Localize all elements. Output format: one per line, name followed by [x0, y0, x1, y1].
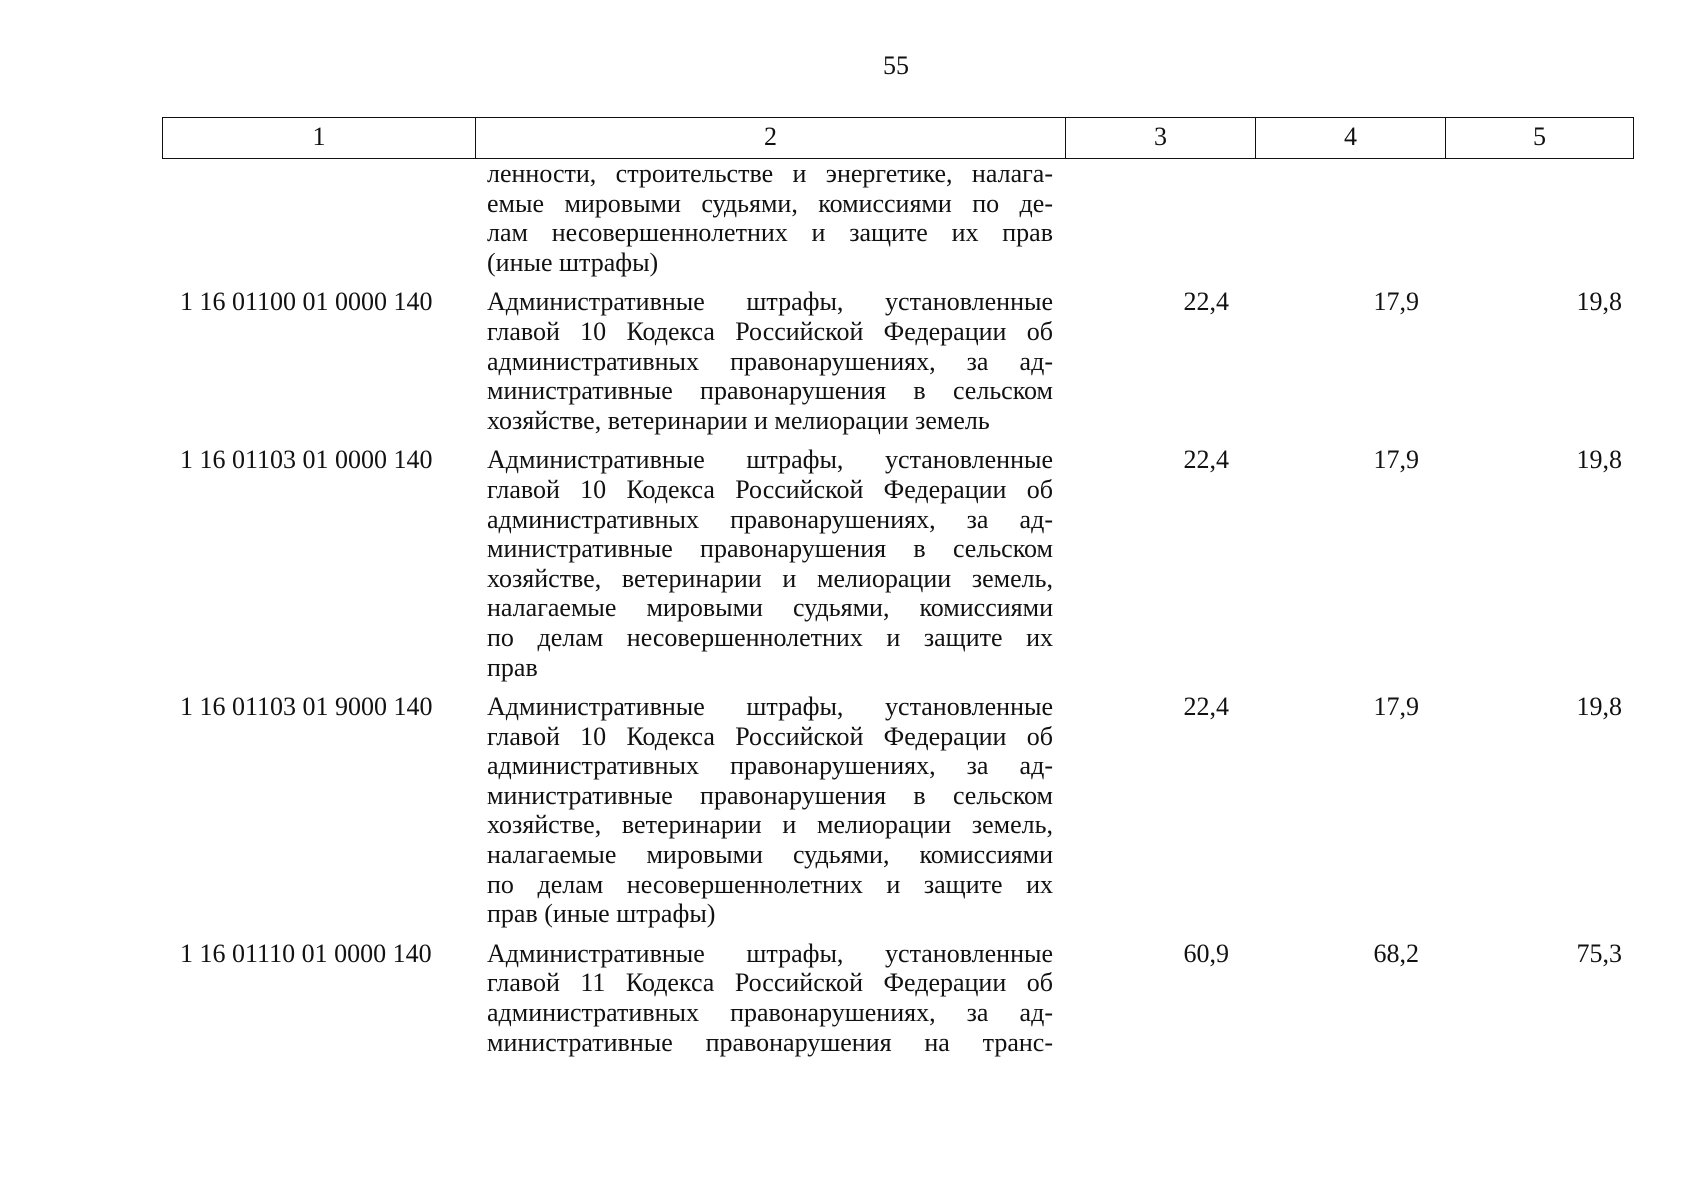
row-description: [475, 939, 1065, 1057]
row-value-col3: 22,4: [1183, 445, 1229, 475]
row-code: 1 16 01110 01 0000 140: [180, 938, 432, 968]
description-line: административных правонарушениях, за ад-: [487, 998, 1053, 1028]
table-row: [162, 287, 1634, 435]
description-line: министративные правонарушения в сельском: [487, 534, 1053, 564]
row-description: [475, 159, 1065, 277]
header-col-3: 3: [1066, 118, 1256, 158]
row-code: [162, 159, 475, 277]
row-value-col4: 68,2: [1373, 938, 1419, 968]
row-code: 1 16 01100 01 0000 140: [180, 287, 433, 317]
description-line: прав (иные штрафы): [487, 899, 716, 929]
table-row: [162, 939, 1634, 1057]
description-line: по делам несовершеннолетних и защите их: [487, 622, 1053, 652]
row-value-col4: 17,9: [1373, 445, 1419, 475]
table-header: [162, 117, 1634, 159]
row-code: 1 16 01103 01 0000 140: [180, 445, 433, 475]
row-value-col3: 60,9: [1183, 938, 1229, 968]
description-line: хозяйстве, ветеринарии и мелиорации земель,: [487, 810, 1053, 840]
description-line: министративные правонарушения в сельском: [487, 780, 1053, 810]
page-number: 55: [883, 51, 909, 80]
description-line: лам несовершеннолетних и защите их прав: [487, 218, 1053, 248]
header-col-5: 5: [1533, 122, 1546, 151]
description-line: хозяйстве, ветеринарии и мелиорации земель,: [487, 563, 1053, 593]
row-value-col5: [1445, 159, 1634, 277]
row-value-col4: 17,9: [1373, 287, 1419, 317]
header-col-1: 1: [163, 118, 476, 158]
description-line: министративные правонарушения на транс-: [487, 1027, 1053, 1057]
description-line: министративные правонарушения в сельском: [487, 376, 1053, 406]
row-value-col4: [1255, 159, 1445, 277]
header-col-2: 2: [476, 118, 1066, 158]
table-row: [162, 692, 1634, 929]
row-description: [475, 445, 1065, 682]
row-code: 1 16 01103 01 9000 140: [180, 692, 433, 722]
description-line: Административные штрафы, установленные: [487, 692, 1053, 722]
description-line: главой 10 Кодекса Российской Федерации об: [487, 474, 1053, 504]
description-line: (иные штрафы): [487, 247, 659, 277]
description-line: Административные штрафы, установленные: [487, 445, 1053, 475]
table-row: [162, 445, 1634, 682]
header-col-4: 4: [1256, 118, 1446, 158]
description-line: прав: [487, 652, 538, 682]
row-value-col5: 75,3: [1576, 938, 1622, 968]
description-line: налагаемые мировыми судьями, комиссиями: [487, 840, 1053, 870]
row-value-col3: 22,4: [1183, 287, 1229, 317]
row-value-col5: 19,8: [1576, 692, 1622, 722]
row-value-col5: 19,8: [1576, 445, 1622, 475]
row-description: [475, 692, 1065, 929]
description-line: по делам несовершеннолетних и защите их: [487, 869, 1053, 899]
description-line: Административные штрафы, установленные: [487, 287, 1053, 317]
description-line: ленности, строительстве и энергетике, налага-: [487, 159, 1053, 188]
description-line: административных правонарушениях, за ад-: [487, 504, 1053, 534]
description-line: хозяйстве, ветеринарии и мелиорации земель: [487, 405, 990, 435]
description-line: Административные штрафы, установленные: [487, 938, 1053, 968]
description-line: главой 10 Кодекса Российской Федерации об: [487, 721, 1053, 751]
description-line: административных правонарушениях, за ад-: [487, 346, 1053, 376]
description-line: емые мировыми судьями, комиссиями по де-: [487, 188, 1053, 218]
table-row: [162, 159, 1634, 277]
description-line: административных правонарушениях, за ад-: [487, 751, 1053, 781]
description-line: главой 10 Кодекса Российской Федерации об: [487, 316, 1053, 346]
row-value-col4: 17,9: [1373, 692, 1419, 722]
description-line: налагаемые мировыми судьями, комиссиями: [487, 593, 1053, 623]
table-body: [162, 159, 1634, 1057]
description-line: главой 11 Кодекса Российской Федерации об: [487, 968, 1053, 998]
row-value-col3: [1065, 159, 1255, 277]
row-value-col3: 22,4: [1183, 692, 1229, 722]
row-description: [475, 287, 1065, 435]
row-value-col5: 19,8: [1576, 287, 1622, 317]
